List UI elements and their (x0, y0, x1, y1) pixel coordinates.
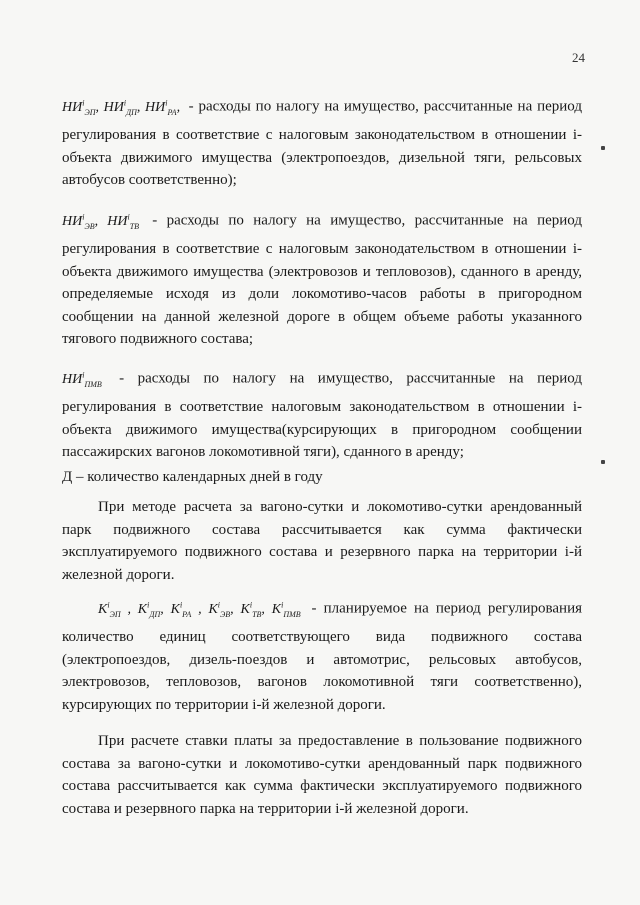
paragraph-tax-ev-tv (62, 206, 582, 351)
paragraph-days-definition (62, 466, 582, 489)
paragraph-text: - планируемое на период регулирования количество единиц соответствующего вида подвижного состава (электропоездов, дизель-поездов и автомотрис, рельсовых автобусов, электровозов, тепловозов, вагонов локомотивной тяги соответственно), курсирующих по территории i-й железной дороги. (62, 600, 582, 713)
paragraph-text: - расходы по налогу на имущество, рассчитанные на период регулирования в соответствие налоговым законодательством в отношении i-объекта движимого имущества(курсирующих в пригородном сообщении пассажирских вагонов локомотивной тяги), сданного в аренду; (62, 370, 582, 461)
paragraph-tax-ep-dp-ra (62, 92, 582, 192)
page-number: 24 (572, 50, 585, 65)
scan-mark (601, 460, 605, 464)
paragraph-tax-pmv (62, 364, 582, 464)
formula-symbols: $НИ^i_{ЭП}$, $НИ^i_{ДП}$, $НИ^i_{РА}$, (62, 98, 185, 117)
paragraph-text: При методе расчета за вагоно-сутки и локомотиво-сутки арендованный парк подвижного состава рассчитывается как сумма фактически эксплуатируемого подвижного состава и резервного парка на территории i-й железной дороги. (62, 499, 582, 583)
paragraph-text: Д – количество календарных дней в году (62, 469, 323, 485)
paragraph-k-quantities (62, 594, 582, 716)
paragraph-text: - расходы по налогу на имущество, рассчитанные на период регулирования в соответствие с налоговым законодательством в отношении i-объекта движимого имущества (электропоездов, дизельной тяги, рельсовых автобусов соответственно); (62, 98, 583, 189)
paragraph-method-calculation (62, 496, 582, 586)
paragraph-text: При расчете ставки платы за предоставление в пользование подвижного состава за вагоно-сутки и локомотиво-сутки арендованный парк подвижного состава рассчитывается как сумма фактически эксплуатируемого подвижного состава и резервного парка на территории i-й железной дороги. (62, 733, 582, 817)
paragraph-rate-calculation (62, 730, 582, 820)
formula-symbols: $НИ^i_{ПМВ}$ (62, 370, 102, 389)
formula-symbols: $K^i_{ЭП}$ , $K^i_{ДП}$, $K^i_{РА}$ , $K^i_{ЭВ}$, $K^i_{ТВ}$, $K^i_{ПМВ}$ (98, 600, 301, 619)
paragraph-text: - расходы по налогу на имущество, рассчитанные на период регулирования в соответствие с налоговым законодательством в отношении i-объекта движимого имущества (электровозов и тепловозов), сданного в аренду, определяемые исходя из доли локомотиво-часов работы в пригородном сообщении на данной железной дороге в общем объеме работы указанного тягового подвижного состава; (62, 212, 582, 348)
scan-mark (601, 146, 605, 150)
formula-symbols: $НИ^i_{ЭВ}$, $НИ^i_{ТВ}$ (62, 212, 140, 231)
